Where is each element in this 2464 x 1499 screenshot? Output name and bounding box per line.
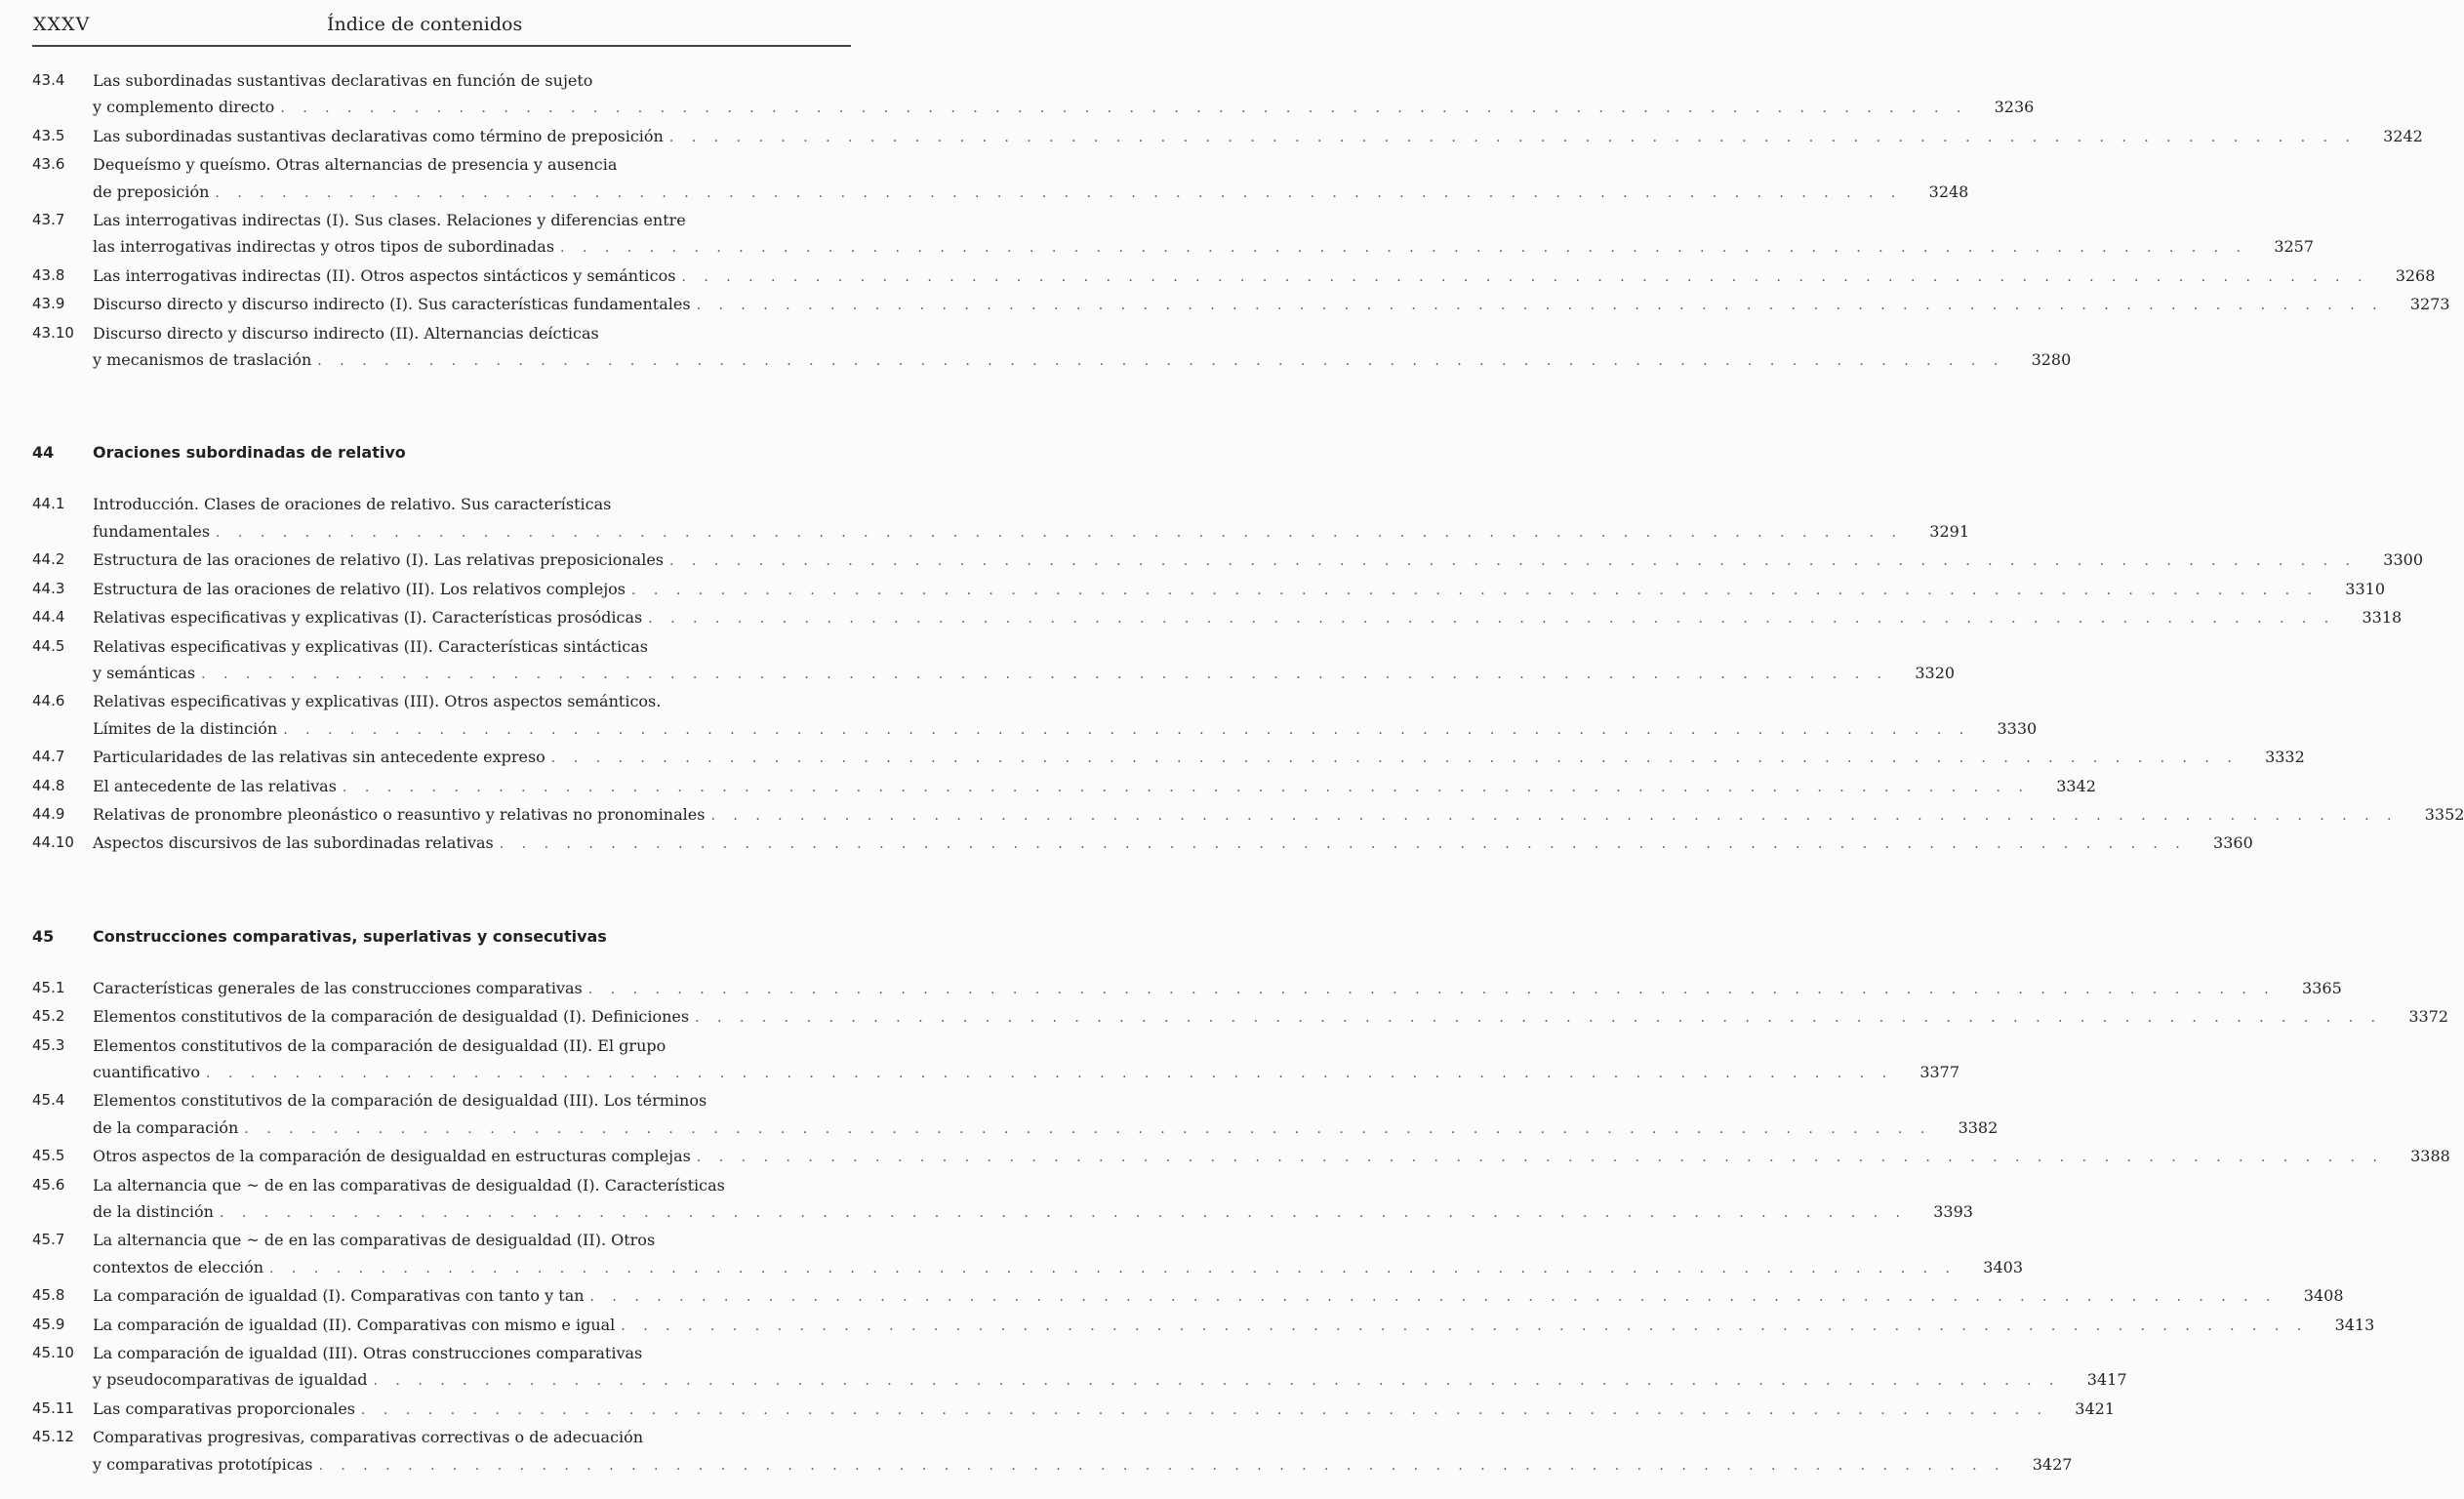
entry-page-number: 3372 [2408,1007,2449,1027]
dot-leader: . . . . . . . . . . . . . . . . . . . . . . . . . . . . . . . . . . . . . . . . . . . . . . . . . . . . . . . . . . . . . . . . . . . . . . . . . . . . [668,129,2357,145]
dot-leader: . . . . . . . . . . . . . . . . . . . . . . . . . . . . . . . . . . . . . . . . . . . . . . . . . . . . . . . . . . . . . . . . . . . . . . . . . . . . [216,524,1904,541]
entry-page-number: 3248 [1928,182,1969,201]
entry-number: 45.8 [32,1286,65,1305]
entry-page-number: 3377 [1919,1062,1960,1081]
entry-number: 44.4 [32,608,65,627]
entry-body [93,1424,2072,1479]
entry-page-number: 3320 [1915,663,1956,682]
toc-entry[interactable] [32,1340,2127,1396]
dot-leader: . . . . . . . . . . . . . . . . . . . . . . . . . . . . . . . . . . . . . . . . . . . . . . . . . . . . . . . . . . . . . . . . . . . . . . . . . . . . [669,553,2357,570]
entry-page-number: 3236 [1994,98,2035,117]
entry-body [93,633,1955,689]
dot-leader: . . . . . . . . . . . . . . . . . . . . . . . . . . . . . . . . . . . . . . . . . . . . . . . . . . . . . . . . . . . . . . . . . . . . . . . . . . . . [560,240,2248,257]
entry-number: 45.10 [32,1344,74,1362]
entry-title-text: de preposición [93,182,210,201]
entry-title-text: Aspectos discursivos de las subordinadas relativas [93,833,494,853]
entry-title-text: Particularidades de las relativas sin antecedente expreso [93,748,545,767]
toc-entry[interactable] [32,604,2403,632]
toc-entry[interactable] [32,1143,2450,1171]
toc-section [32,67,2450,375]
toc-entries [32,47,2464,1479]
entry-title-line [93,233,2314,262]
entry-number: 44.9 [32,804,65,823]
dot-leader: . . . . . . . . . . . . . . . . . . . . . . . . . . . . . . . . . . . . . . . . . . . . . . . . . . . . . . . . . . . . . . . . . . . . . . . . . . . . [587,981,2276,997]
entry-title-line [93,1312,2374,1340]
entry-number: 45.1 [32,978,65,996]
entry-title-line [93,547,2423,575]
dot-leader: . . . . . . . . . . . . . . . . . . . . . . . . . . . . . . . . . . . . . . . . . . . . . . . . . . . . . . . . . . . . . . . . . . . . . . . . . . . . [361,1401,2048,1418]
toc-entry[interactable] [32,320,2072,376]
entry-title-text: y comparativas prototípicas [93,1454,313,1474]
dot-leader: . . . . . . . . . . . . . . . . . . . . . . . . . . . . . . . . . . . . . . . . . . . . . . . . . . . . . . . . . . . . . . . . . . . . . . . . . . . . [696,298,2384,314]
entry-page-number: 3382 [1958,1117,1999,1137]
chapter-header [32,443,851,462]
entry-title-text: Las interrogativas indirectas (II). Otros aspectos sintácticos y semánticos [93,265,676,285]
toc-entry[interactable] [32,773,2096,801]
entry-number: 43.10 [32,323,74,342]
toc-section [32,443,2464,858]
entry-title-text: de la distinción [93,1202,214,1221]
toc-entry[interactable] [32,151,1969,207]
entry-page-number: 3291 [1929,521,1970,541]
entry-number: 44.7 [32,748,65,766]
entry-body [93,1143,2450,1171]
dot-leader: . . . . . . . . . . . . . . . . . . . . . . . . . . . . . . . . . . . . . . . . . . . . . . . . . . . . . . . . . . . . . . . . . . . . . . . . . . . . [317,353,2005,370]
toc-entry[interactable] [32,547,2423,575]
entry-title-text: Elementos constitutivos de la comparación de desigualdad (I). Definiciones [93,1007,690,1027]
running-head [32,0,851,47]
chapter-number: 44 [32,443,55,463]
entry-title-line [93,830,2253,858]
entry-body [93,1227,2023,1282]
toc-entry[interactable] [32,1282,2344,1311]
entry-title-text: Las comparativas proporcionales [93,1398,356,1418]
toc-entry[interactable] [32,1396,2115,1424]
entry-title-line [93,1451,2072,1479]
entry-title-line [93,1143,2450,1171]
entry-body [93,1312,2374,1340]
entry-body [93,151,1968,207]
entry-body [93,975,2342,1003]
entry-title-line [93,604,2402,632]
entry-number: 45.9 [32,1315,65,1333]
entry-number: 44.6 [32,692,65,710]
dot-leader: . . . . . . . . . . . . . . . . . . . . . . . . . . . . . . . . . . . . . . . . . . . . . . . . . . . . . . . . . . . . . . . . . . . . . . . . . . . . [499,836,2187,853]
entry-body [93,1396,2115,1424]
toc-entry[interactable] [32,1172,1973,1228]
entry-title-line [93,179,1968,207]
toc-entry[interactable] [32,207,2315,263]
entry-page-number: 3417 [2086,1370,2127,1390]
entry-number: 44.8 [32,776,65,794]
entry-page-number: 3365 [2302,978,2342,997]
entry-title-line [93,801,2464,830]
entry-title-text: contextos de elección [93,1257,264,1276]
entry-title-text: de la comparación [93,1117,239,1137]
toc-entry[interactable] [32,1087,1999,1143]
entry-title-text: y pseudocomparativas de igualdad [93,1370,368,1390]
chapter-title: Oraciones subordinadas de relativo [93,443,406,463]
toc-entry[interactable] [32,801,2464,830]
dot-leader: . . . . . . . . . . . . . . . . . . . . . . . . . . . . . . . . . . . . . . . . . . . . . . . . . . . . . . . . . . . . . . . . . . . . . . . . . . . . [206,1065,1894,1081]
entry-page-number: 3330 [1997,718,2038,738]
toc-entry[interactable] [32,67,2035,123]
toc-entry[interactable] [32,1003,2449,1032]
entry-page-number: 3408 [2303,1286,2344,1306]
entry-number: 43.9 [32,295,65,313]
entry-body [93,688,2037,744]
toc-entry[interactable] [32,1424,2073,1479]
entry-title-line [93,1282,2344,1311]
entry-title-text: El antecedente de las relativas [93,776,337,795]
entry-page-number: 3257 [2274,237,2315,257]
entry-title-line: Discurso directo y discurso indirecto (II). Alternancias deícticas [93,323,599,343]
entry-body [93,207,2314,263]
dot-leader: . . . . . . . . . . . . . . . . . . . . . . . . . . . . . . . . . . . . . . . . . . . . . . . . . . . . . . . . . . . . . . . . . . . . . . . . . . . . [550,750,2239,767]
dot-leader: . . . . . . . . . . . . . . . . . . . . . . . . . . . . . . . . . . . . . . . . . . . . . . . . . . . . . . . . . . . . . . . . . . . . . . . . . . . . [283,721,1971,738]
entry-title-line [93,346,2071,375]
entry-number: 43.7 [32,211,65,229]
entry-title-line [93,1114,1998,1143]
entry-number: 44.5 [32,636,65,655]
toc-entry[interactable] [32,263,2436,291]
entry-page-number: 3273 [2409,295,2450,314]
running-head-title: Índice de contenidos [327,14,523,35]
entry-number: 43.4 [32,71,65,89]
dot-leader: . . . . . . . . . . . . . . . . . . . . . . . . . . . . . . . . . . . . . . . . . . . . . . . . . . . . . . . . . . . . . . . . . . . . . . . . . . . . [201,666,1889,682]
toc-entry[interactable] [32,491,1970,547]
dot-leader: . . . . . . . . . . . . . . . . . . . . . . . . . . . . . . . . . . . . . . . . . . . . . . . . . . . . . . . . . . . . . . . . . . . . . . . . . . . . [269,1260,1957,1276]
entry-title-text: La comparación de igualdad (II). Comparativas con mismo e igual [93,1315,616,1334]
chapter-number: 45 [32,926,55,946]
entry-body [93,263,2435,291]
entry-number: 44.1 [32,495,65,513]
entry-body [93,830,2253,858]
entry-title-text: Las subordinadas sustantivas declarativas como término de preposición [93,126,664,145]
entry-title-line [93,123,2423,151]
entry-title-line: La comparación de igualdad (III). Otras construcciones comparativas [93,1344,643,1363]
dot-leader: . . . . . . . . . . . . . . . . . . . . . . . . . . . . . . . . . . . . . . . . . . . . . . . . . . . . . . . . . . . . . . . . . . . . . . . . . . . . [215,184,1903,201]
entry-title-line [93,660,1955,688]
entry-title-line [93,291,2450,319]
dot-leader: . . . . . . . . . . . . . . . . . . . . . . . . . . . . . . . . . . . . . . . . . . . . . . . . . . . . . . . . . . . . . . . . . . . . . . . . . . . . [280,101,1968,117]
entry-title-line: Relativas especificativas y explicativas (III). Otros aspectos semánticos. [93,692,662,711]
entry-number: 43.6 [32,155,65,174]
entry-title-line [93,715,2037,744]
entry-title-text: Características generales de las construcciones comparativas [93,978,583,997]
entry-title-line [93,773,2096,801]
toc-entry[interactable] [32,1312,2375,1340]
entry-title-line: Dequeísmo y queísmo. Otras alternancias de presencia y ausencia [93,155,618,175]
dot-leader: . . . . . . . . . . . . . . . . . . . . . . . . . . . . . . . . . . . . . . . . . . . . . . . . . . . . . . . . . . . . . . . . . . . . . . . . . . . . [373,1373,2061,1390]
entry-number: 45.3 [32,1035,65,1054]
entry-page-number: 3318 [2362,608,2403,628]
entry-number: 45.7 [32,1231,65,1249]
toc-entry[interactable] [32,1227,2023,1282]
entry-title-line [93,576,2385,604]
entry-title-text: y mecanismos de traslación [93,350,312,370]
dot-leader: . . . . . . . . . . . . . . . . . . . . . . . . . . . . . . . . . . . . . . . . . . . . . . . . . . . . . . . . . . . . . . . . . . . . . . . . . . . . [318,1457,2006,1474]
entry-number: 45.11 [32,1398,74,1417]
entry-page-number: 3413 [2334,1315,2375,1334]
entry-page-number: 3421 [2075,1398,2115,1418]
entry-body [93,744,2305,772]
entry-body [93,576,2385,604]
entry-title-line [93,1003,2448,1032]
entry-body [93,1172,1973,1228]
entry-page-number: 3393 [1933,1202,1973,1221]
entry-title-line: Las subordinadas sustantivas declarativas en función de sujeto [93,71,593,90]
entry-title-text: Discurso directo y discurso indirecto (I). Sus características fundamentales [93,295,691,314]
entry-title-line: La alternancia que ~ de en las comparativas de desigualdad (I). Características [93,1175,725,1195]
toc-entry[interactable] [32,123,2423,151]
entry-body [93,547,2423,575]
entry-number: 45.6 [32,1175,65,1194]
entry-number: 43.8 [32,265,65,284]
toc-entry[interactable] [32,688,2038,744]
entry-page-number: 3310 [2345,579,2385,598]
dot-leader: . . . . . . . . . . . . . . . . . . . . . . . . . . . . . . . . . . . . . . . . . . . . . . . . . . . . . . . . . . . . . . . . . . . . . . . . . . . . [244,1120,1932,1137]
entry-title-text: Límites de la distinción [93,718,278,738]
entry-title-text: La comparación de igualdad (I). Comparativas con tanto y tan [93,1286,585,1306]
entry-title-line: Elementos constitutivos de la comparación de desigualdad (III). Los términos [93,1091,707,1111]
dot-leader: . . . . . . . . . . . . . . . . . . . . . . . . . . . . . . . . . . . . . . . . . . . . . . . . . . . . . . . . . . . . . . . . . . . . . . . . . . . . [621,1317,2309,1334]
entry-title-line [93,1396,2115,1424]
entry-body [93,291,2450,319]
entry-page-number: 3342 [2056,776,2096,795]
entry-body [93,123,2423,151]
entry-body [93,1340,2127,1396]
dot-leader: . . . . . . . . . . . . . . . . . . . . . . . . . . . . . . . . . . . . . . . . . . . . . . . . . . . . . . . . . . . . . . . . . . . . . . . . . . . . [695,1010,2383,1027]
entry-body [93,773,2096,801]
entry-title-line [93,1198,1973,1227]
entry-title-line [93,1059,1959,1087]
entry-title-line: La alternancia que ~ de en las comparativas de desigualdad (II). Otros [93,1231,656,1250]
entry-title-text: y semánticas [93,663,196,682]
toc-entry[interactable] [32,830,2253,858]
entry-body [93,604,2402,632]
dot-leader: . . . . . . . . . . . . . . . . . . . . . . . . . . . . . . . . . . . . . . . . . . . . . . . . . . . . . . . . . . . . . . . . . . . . . . . . . . . . [342,779,2030,795]
dot-leader: . . . . . . . . . . . . . . . . . . . . . . . . . . . . . . . . . . . . . . . . . . . . . . . . . . . . . . . . . . . . . . . . . . . . . . . . . . . . [589,1289,2278,1306]
entry-number: 44.2 [32,550,65,569]
entry-page-number: 3280 [2031,350,2072,370]
entry-number: 45.4 [32,1091,65,1110]
dot-leader: . . . . . . . . . . . . . . . . . . . . . . . . . . . . . . . . . . . . . . . . . . . . . . . . . . . . . . . . . . . . . . . . . . . . . . . . . . . . [631,582,2319,598]
dot-leader: . . . . . . . . . . . . . . . . . . . . . . . . . . . . . . . . . . . . . . . . . . . . . . . . . . . . . . . . . . . . . . . . . . . . . . . . . . . . [696,1150,2384,1166]
entry-number: 45.5 [32,1147,65,1165]
entry-title-line: Las interrogativas indirectas (I). Sus clases. Relaciones y diferencias entre [93,211,686,230]
dot-leader: . . . . . . . . . . . . . . . . . . . . . . . . . . . . . . . . . . . . . . . . . . . . . . . . . . . . . . . . . . . . . . . . . . . . . . . . . . . . [710,807,2399,824]
toc-entry[interactable] [32,576,2385,604]
toc-entry[interactable] [32,744,2305,772]
entry-body [93,491,1969,547]
entry-title-text: Estructura de las oraciones de relativo (II). Los relativos complejos [93,579,626,598]
entry-title-line: Elementos constitutivos de la comparación de desigualdad (II). El grupo [93,1035,666,1055]
entry-title-line [93,1366,2127,1395]
entry-title-text: Otros aspectos de la comparación de desigualdad en estructuras complejas [93,1147,691,1166]
entry-number: 43.5 [32,126,65,144]
entry-title-line [93,94,2034,122]
page-label: XXXV [33,14,91,35]
entry-title-text: Relativas especificativas y explicativas (I). Características prosódicas [93,608,643,628]
entry-title-line [93,975,2342,1003]
entry-body [93,67,2034,123]
entry-number: 45.12 [32,1428,74,1446]
toc-entry[interactable] [32,633,1956,689]
entry-page-number: 3300 [2383,550,2423,570]
entry-number: 44.3 [32,579,65,597]
toc-entry[interactable] [32,291,2450,319]
toc-entry[interactable] [32,1033,1960,1088]
entry-title-line [93,263,2435,291]
entry-body [93,1282,2344,1311]
entry-body [93,1087,1998,1143]
entry-title-line: Introducción. Clases de oraciones de relativo. Sus características [93,495,612,514]
chapter-header [32,927,851,946]
entry-page-number: 3242 [2383,126,2423,145]
entry-page-number: 3427 [2032,1454,2073,1474]
entry-title-text: Estructura de las oraciones de relativo (I). Las relativas preposicionales [93,550,665,570]
dot-leader: . . . . . . . . . . . . . . . . . . . . . . . . . . . . . . . . . . . . . . . . . . . . . . . . . . . . . . . . . . . . . . . . . . . . . . . . . . . . [681,268,2369,285]
entry-number: 45.2 [32,1007,65,1026]
toc-entry[interactable] [32,975,2342,1003]
chapter-title: Construcciones comparativas, superlativas y consecutivas [93,926,607,946]
entry-number: 44.10 [32,833,74,852]
entry-title-text: fundamentales [93,521,211,541]
entry-page-number: 3403 [1983,1257,2023,1276]
entry-page-number: 3268 [2395,265,2436,285]
entry-title-line: Relativas especificativas y explicativas (II). Características sintácticas [93,636,648,656]
entry-body [93,320,2071,376]
entry-title-text: las interrogativas indirectas y otros tipos de subordinadas [93,237,555,257]
entry-title-line: Comparativas progresivas, comparativas correctivas o de adecuación [93,1428,644,1447]
entry-title-text: cuantificativo [93,1062,201,1081]
toc-section [32,926,2450,1479]
dot-leader: . . . . . . . . . . . . . . . . . . . . . . . . . . . . . . . . . . . . . . . . . . . . . . . . . . . . . . . . . . . . . . . . . . . . . . . . . . . . [219,1205,1907,1221]
entry-title-line [93,744,2305,772]
entry-title-text: Relativas de pronombre pleonástico o reasuntivo y relativas no pronominales [93,804,706,824]
entry-page-number: 3332 [2265,748,2305,767]
entry-page-number: 3360 [2213,833,2253,853]
entry-body [93,801,2464,830]
entry-page-number: 3388 [2410,1147,2450,1166]
entry-page-number: 3352 [2424,804,2464,824]
entry-title-line [93,1254,2023,1282]
entry-title-line [93,518,1969,547]
dot-leader: . . . . . . . . . . . . . . . . . . . . . . . . . . . . . . . . . . . . . . . . . . . . . . . . . . . . . . . . . . . . . . . . . . . . . . . . . . . . [648,611,2336,628]
entry-title-text: y complemento directo [93,98,275,117]
entry-body [93,1033,1959,1088]
entry-body [93,1003,2448,1032]
